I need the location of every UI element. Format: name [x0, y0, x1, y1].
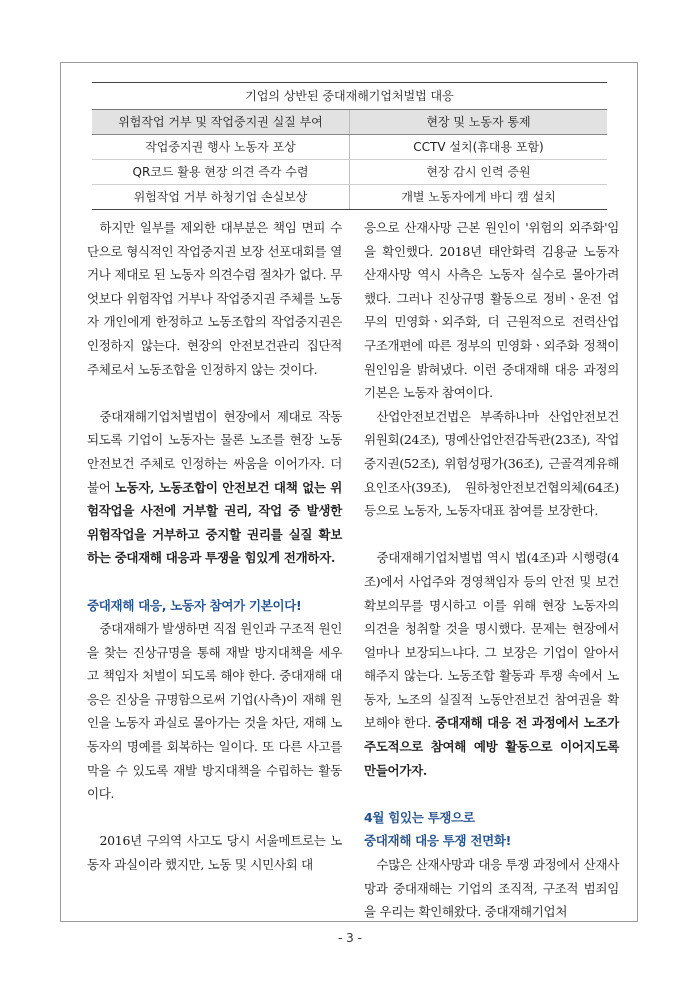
table-title: 기업의 상반된 중대재해기업처벌법 대응	[92, 82, 607, 110]
paragraph-text: 중대재해기업처벌법이 현장에서 제대로 작동되도록 기업이 노동자는 물론 노조를 현장 노동안전보건 주체로 인정하는 싸움을 이어가자. 더불어	[87, 408, 342, 495]
table-row	[92, 160, 607, 185]
table-cell: QR코드 활용 현장 의견 즉각 수렴	[92, 160, 350, 184]
page-number: - 3 -	[338, 931, 362, 945]
comparison-table	[92, 82, 607, 210]
paragraph-text: 중대재해기업처벌법 역시 법(4조)과 시행령(4조)에서 사업주와 경영책임자 등의 안전 및 보건 확보의무를 명시하고 이를 위해 현장 노동자의 의견을 청취할 것을 명시했다. 문제는 현장에서 얼마나 보장되느냐다. 그 보장은 기업이 알아서 해주지 않는다. 노동조합 활동과 투쟁 속에서 노동자, 노조의 실질적 노동안전보건 참여권을 확보해야 한다.	[364, 550, 619, 731]
section-heading: 중대재해 대응 투쟁 전면화!	[364, 833, 512, 849]
table-row	[92, 135, 607, 160]
emphasis-text: 노동자, 노동조합이 안전보건 대책 없는 위험작업을 사전에 거부할 권리, 작업 중 발생한 위험작업을 거부하고 중지할 권리를 실질 확보하는 중대재해 대응과 투쟁을 힘있게 전개하자.	[87, 479, 342, 566]
paragraph: 수많은 산재사망과 대응 투쟁 과정에서 산재사망과 중대재해는 기업의 조직적, 구조적 범죄임을 우리는 확인해왔다. 중대재해기업처	[364, 857, 619, 920]
paragraph: 하지만 일부를 제외한 대부분은 책임 면피 수단으로 형식적인 작업중지권 보장 선포대회를 열거나 제대로 된 노동자 의견수렴 절차가 없다. 무엇보다 위험작업 거부나 작업중지권 주체를 노동자 개인에게 한정하고 노동조합의 작업중지권은 인정하지 않는다. 현장의 안전보건관리 집단적 주체로서 노동조합을 인정하지 않는 것이다.	[87, 220, 342, 377]
paragraph: 응으로 산재사망 근본 원인이 '위험의 외주화'임을 확인했다. 2018년 태안화력 김용균 노동자 산재사망 역시 사측은 노동자 실수로 몰아가려 했다. 그러나 진상규명 활동으로 정비ㆍ운전 업무의 민영화ㆍ외주화, 더 근원적으로 전력산업 구조개편에 따른 정부의 민영화ㆍ외주화 정책이 원인임을 밝혀냈다. 이런 중대재해 대응 과정의 기본은 노동자 참여이다.	[364, 220, 619, 401]
emphasis-text: 중대재해 대응 전 과정에서 노조가 주도적으로 참여해 예방 활동으로 이어지도록 만들어가자.	[364, 715, 619, 778]
table-header-right: 현장 및 노동자 통제	[426, 115, 531, 129]
table-cell: 작업중지권 행사 노동자 포상	[92, 135, 350, 159]
table-cell: 개별 노동자에게 바디 캠 설치	[401, 190, 556, 204]
table-cell: CCTV 설치(휴대용 포함)	[413, 140, 544, 154]
paragraph: 2016년 구의역 사고도 당시 서울메트로는 노동자 과실이라 했지만, 노동 및 시민사회 대	[87, 833, 342, 873]
section-heading: 중대재해 대응, 노동자 참여가 기본이다!	[87, 597, 302, 613]
paragraph	[87, 405, 342, 570]
right-column	[364, 216, 619, 924]
section-heading: 4월 힘있는 투쟁으로	[364, 809, 475, 825]
table-header-left: 위험작업 거부 및 작업중지권 실질 부여	[92, 110, 350, 134]
table-header-row	[92, 110, 607, 135]
table-cell: 현장 감시 인력 증원	[426, 165, 531, 179]
table-row	[92, 185, 607, 210]
paragraph	[364, 546, 619, 782]
table-cell: 위험작업 거부 하청기업 손실보상	[92, 185, 350, 209]
left-column	[87, 216, 342, 877]
paragraph: 중대재해가 발생하면 직접 원인과 구조적 원인을 찾는 진상규명을 통해 재발 방지대책을 세우고 책임자 처벌이 되도록 해야 한다. 중대재해 대응은 진상을 규명함으로써 기업(사측)이 재해 원인을 노동자 과실로 몰아가는 것을 차단, 재해 노동자의 명예를 회복하는 일이다. 또 다른 사고를 막을 수 있도록 재발 방지대책을 수립하는 활동이다.	[87, 621, 342, 802]
paragraph: 산업안전보건법은 부족하나마 산업안전보건위원회(24조), 명예산업안전감독관(23조), 작업중지권(52조), 위험성평가(36조), 근골격계유해요인조사(39조), 원하청안전보건협의체(64조) 등으로 노동자, 노동자대표 참여를 보장한다.	[364, 408, 619, 519]
